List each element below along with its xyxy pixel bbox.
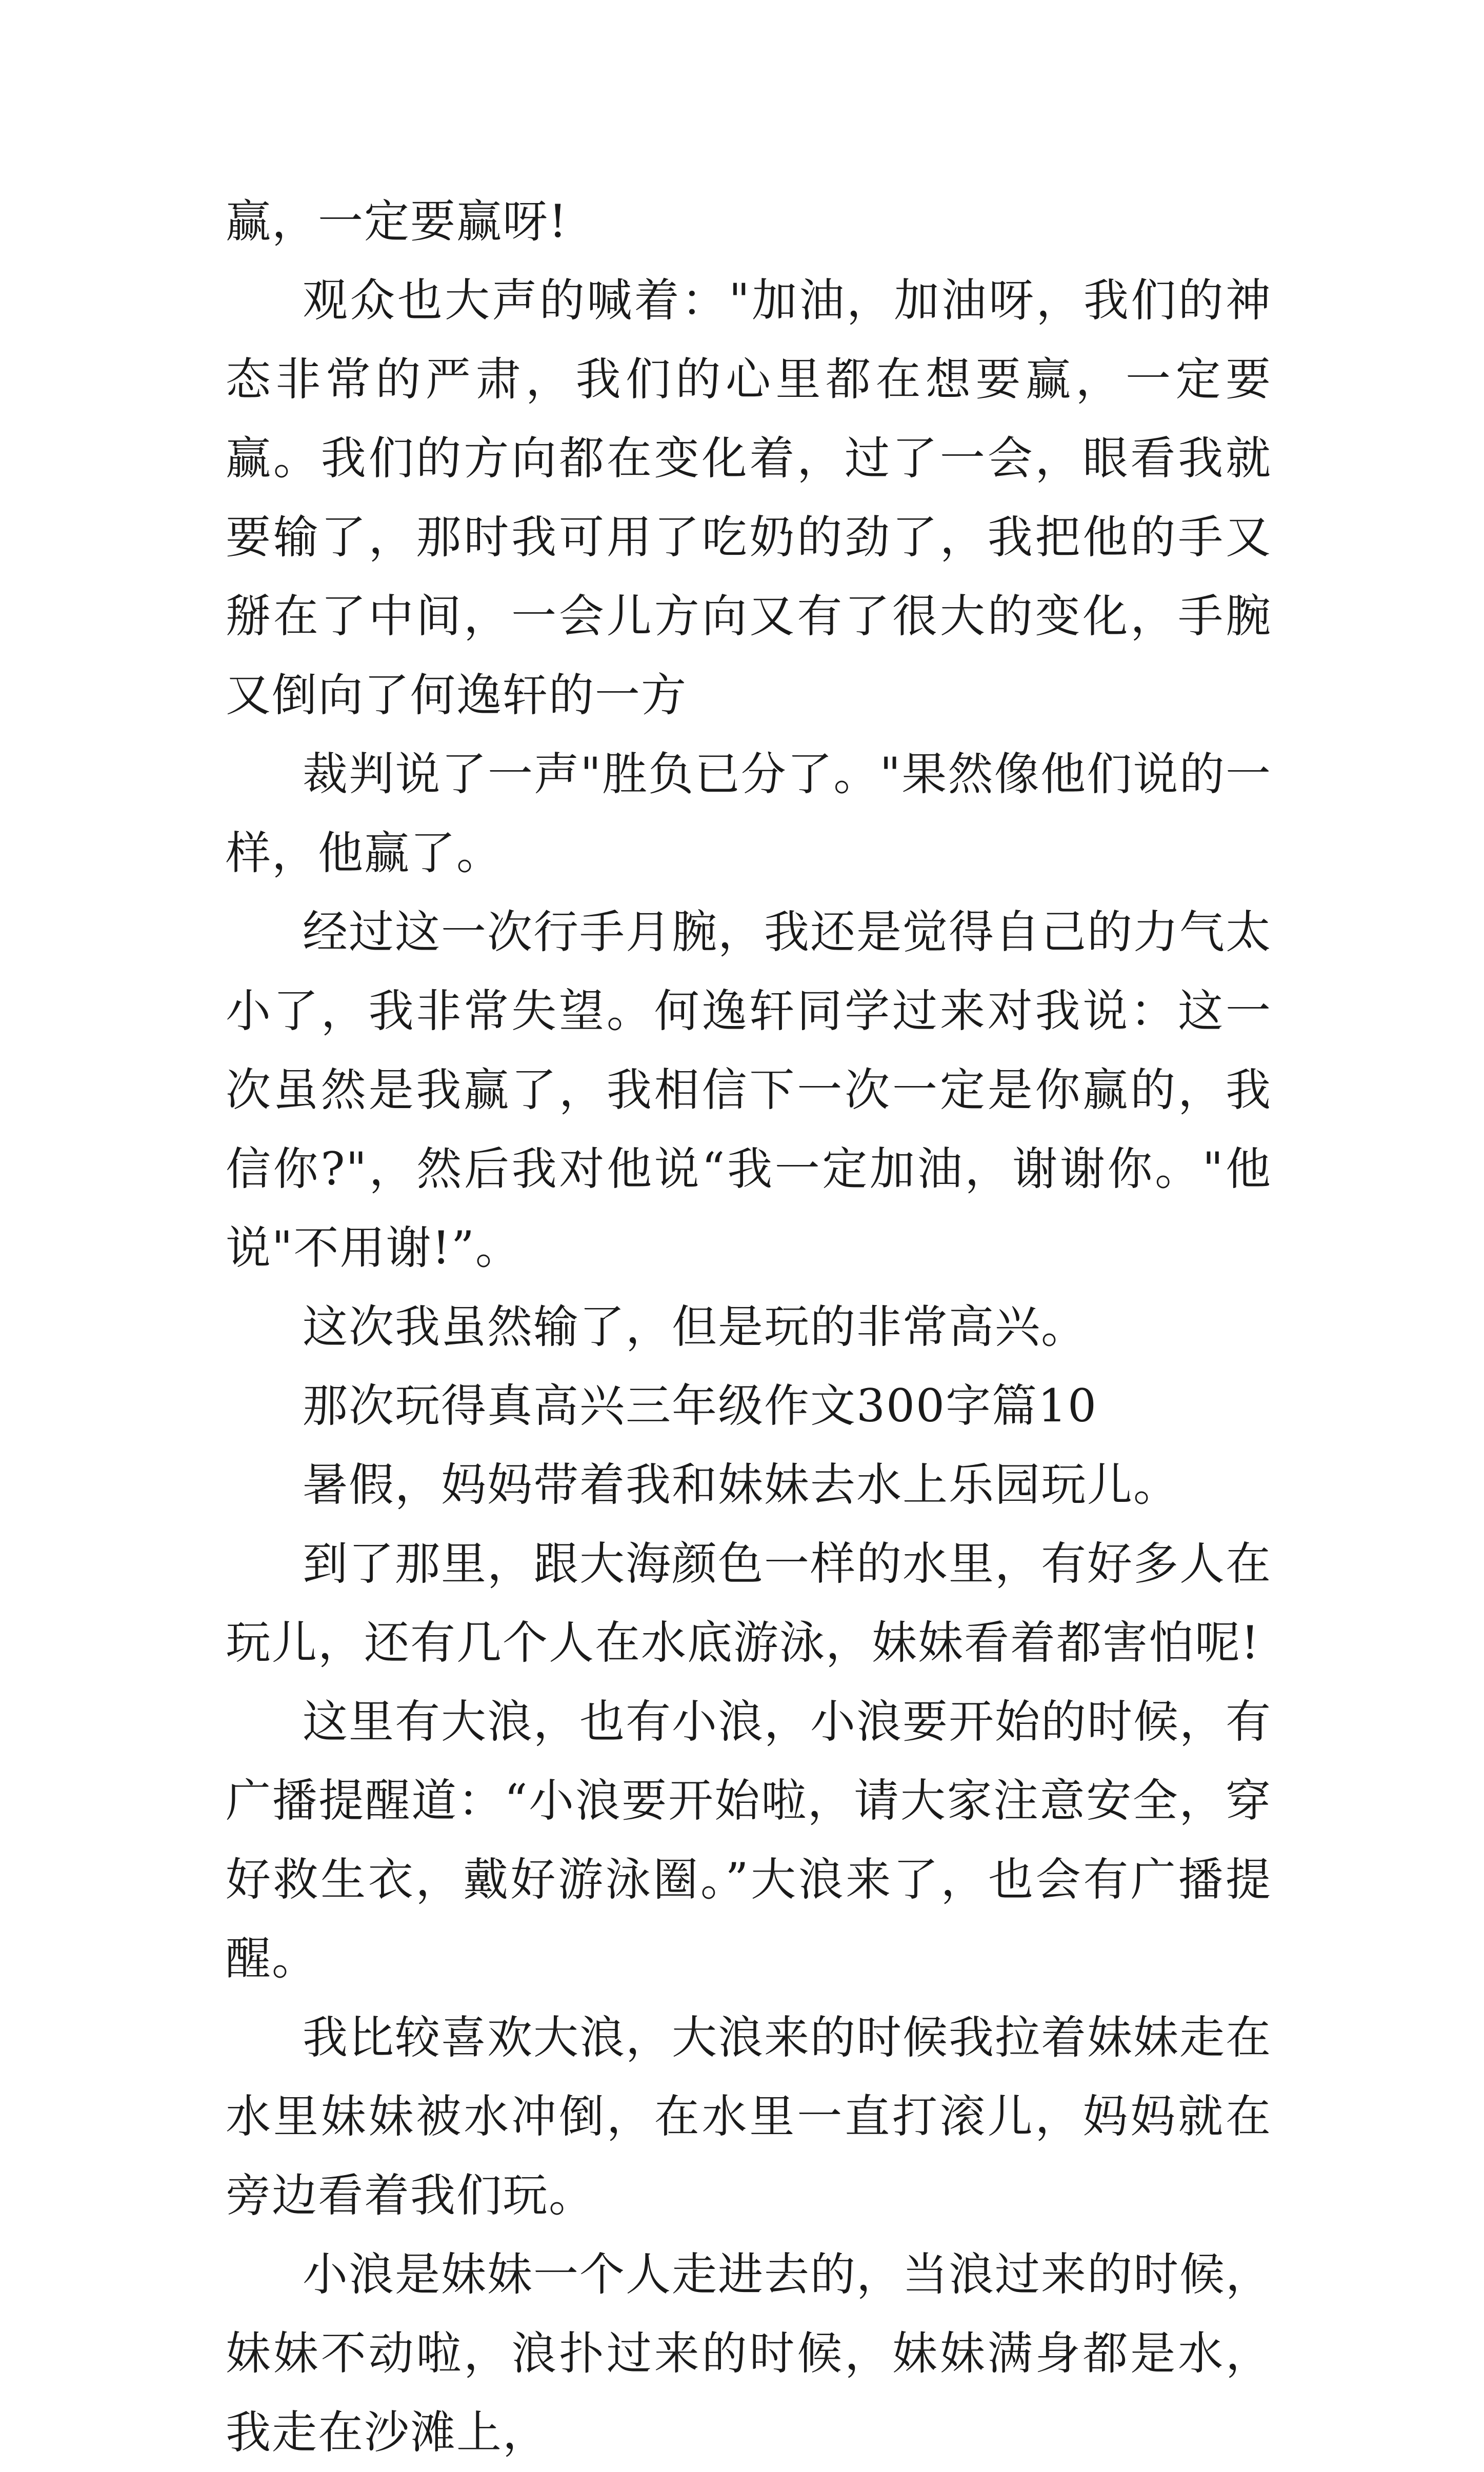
- paragraph: 裁判说了一声"胜负已分了。"果然像他们说的一样，他赢了。: [226, 748, 1272, 879]
- paragraph: 观众也大声的喊着："加油，加油呀，我们的神态非常的严肃，我们的心里都在想要赢，一定要赢。我们的方向都在变化着，过了一会，眼看我就要输了，那时我可用了吃奶的劲了，我把他的手又掰在了中间，一会儿方向又有了很大的变化，手腕又倒向了何逸轩的一方: [226, 274, 1272, 721]
- body-text: [226, 182, 1272, 2472]
- paragraph: 到了那里，跟大海颜色一样的水里，有好多人在玩儿，还有几个人在水底游泳，妹妹看着都害怕呢!: [226, 1537, 1272, 1669]
- section-heading: 那次玩得真高兴三年级作文300字篇10: [303, 1379, 1097, 1432]
- paragraph: 小浪是妹妹一个人走进去的，当浪过来的时候，妹妹不动啦，浪扑过来的时候，妹妹满身都是水，我走在沙滩上，: [226, 2248, 1272, 2459]
- paragraph: 这里有大浪，也有小浪，小浪要开始的时候，有广播提醒道：“小浪要开始啦，请大家注意安全，穿好救生衣，戴好游泳圈。”大浪来了，也会有广播提醒。: [226, 1695, 1272, 1985]
- paragraph: 我比较喜欢大浪，大浪来的时候我拉着妹妹走在水里妹妹被水冲倒，在水里一直打滚儿，妈妈就在旁边看着我们玩。: [226, 2011, 1272, 2222]
- paragraph: 这次我虽然输了，但是玩的非常高兴。: [303, 1300, 1088, 1353]
- paragraph: 暑假，妈妈带着我和妹妹去水上乐园玩儿。: [303, 1458, 1180, 1511]
- paragraph: 经过这一次行手月腕，我还是觉得自己的力气太小了，我非常失望。何逸轩同学过来对我说：这一次虽然是我赢了，我相信下一次一定是你赢的，我信你?"，然后我对他说“我一定加油，谢谢你。"他说"不用谢!”。: [226, 906, 1272, 1274]
- paragraph: 赢，一定要赢呀!: [226, 195, 568, 248]
